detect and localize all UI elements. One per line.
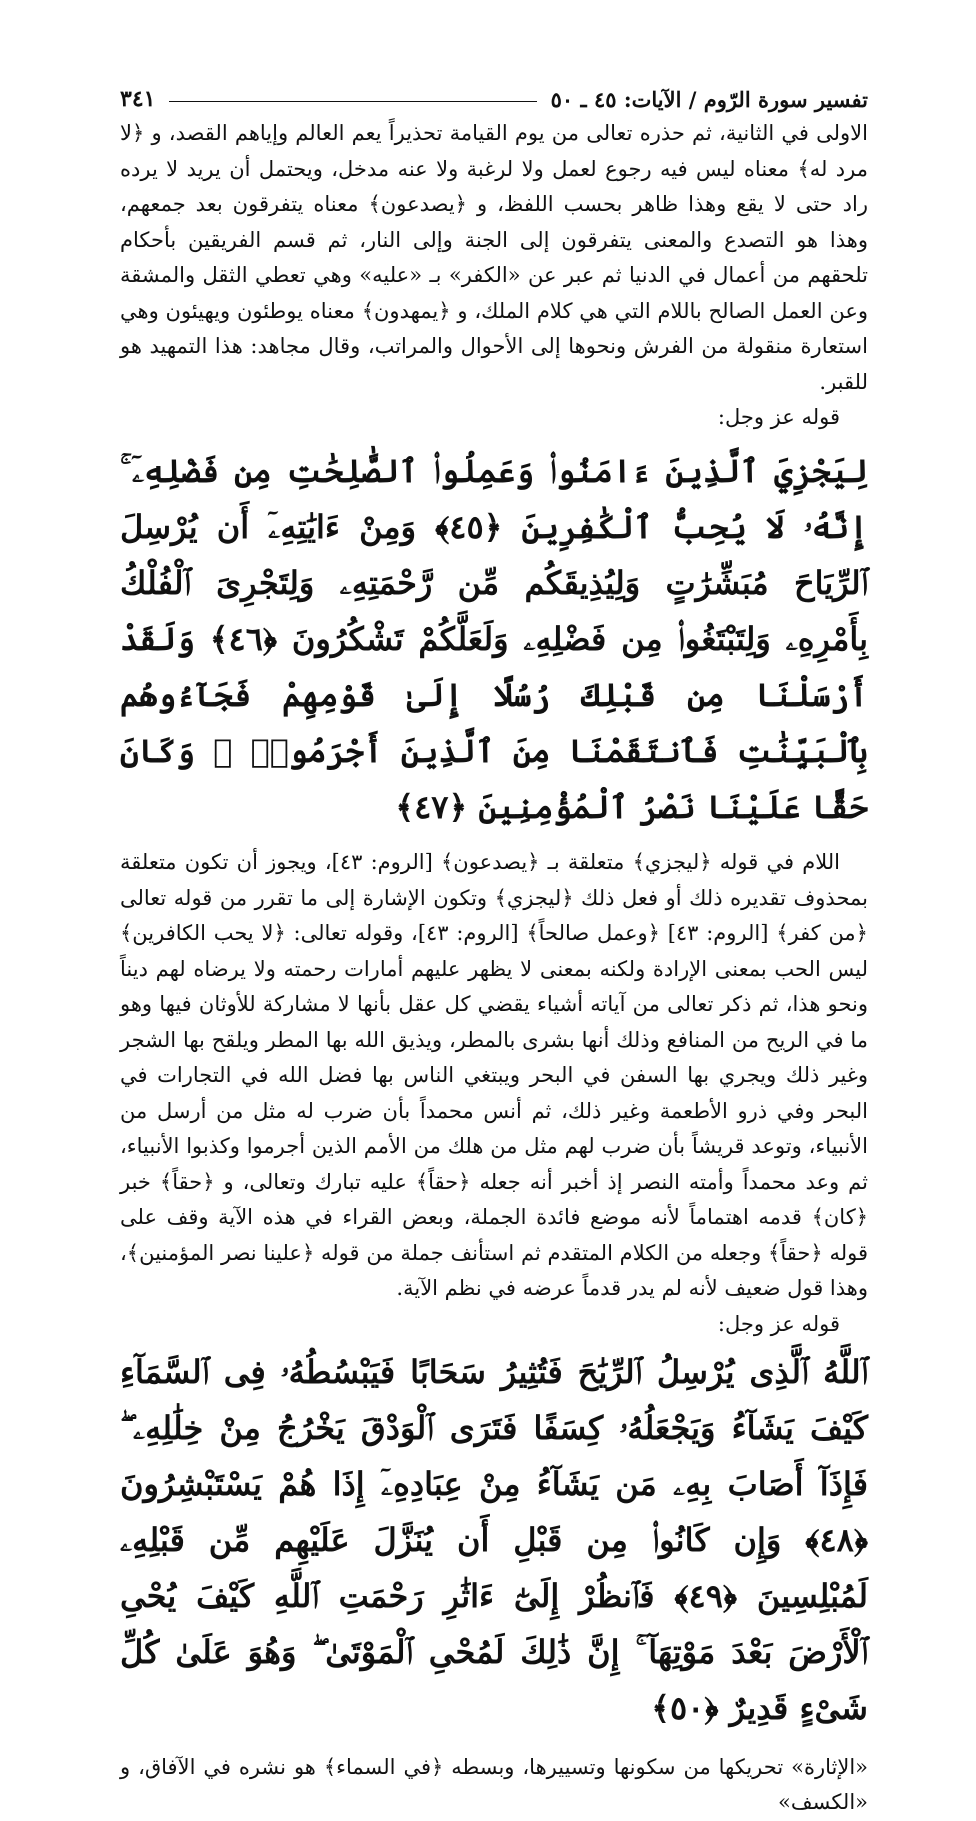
quran-verses-48-50: ٱللَّهُ ٱلَّذِى يُرْسِلُ ٱلرِّيَٰحَ فَتُثِيرُ سَحَابًا فَيَبْسُطُهُۥ فِى ٱلسَّمَآءِ كَيْفَ يَشَآءُ وَيَجْعَلُهُۥ كِسَفًا فَتَرَى ٱلْوَدْقَ يَخْرُجُ مِنْ خِلَٰلِهِۦ ۖ فَإِذَآ أَصَابَ بِهِۦ مَن يَشَآءُ مِنْ عِبَادِهِۦٓ إِذَا هُمْ يَسْتَبْشِرُونَ ﴿٤٨﴾ وَإِن كَانُوا۟ مِن قَبْلِ أَن يُنَزَّلَ عَلَيْهِم مِّن قَبْلِهِۦ لَمُبْلِسِينَ ﴿٤٩﴾ فَٱنظُرْ إِلَىٰٓ ءَاثَٰرِ رَحْمَتِ ٱللَّهِ كَيْفَ يُحْىِ ٱلْأَرْضَ بَعْدَ مَوْتِهَآ ۚ إِنَّ ذَٰلِكَ لَمُحْىِ ٱلْمَوْتَىٰ ۖ وَهُوَ عَلَىٰ كُلِّ شَىْءٍ قَدِيرٌ ﴿٥٠﴾	[120, 1352, 868, 1727]
quran-verses-45-47: لِيَجْزِيَ ٱلَّذِينَ ءَامَنُوا۟ وَعَمِلُوا۟ ٱلصَّٰلِحَٰتِ مِن فَضْلِهِۦٓ ۚ إِنَّهُۥ لَا يُحِبُّ ٱلْكَٰفِرِينَ ﴿٤٥﴾ وَمِنْ ءَايَٰتِهِۦٓ أَن يُرْسِلَ ٱلرِّيَاحَ مُبَشِّرَٰتٍ وَلِيُذِيقَكُم مِّن رَّحْمَتِهِۦ وَلِتَجْرِىَ ٱلْفُلْكُ بِأَمْرِهِۦ وَلِتَبْتَغُوا۟ مِن فَضْلِهِۦ وَلَعَلَّكُمْ تَشْكُرُونَ ﴿٤٦﴾ وَلَقَدْ أَرْسَلْنَا مِن قَبْلِكَ رُسُلًا إِلَىٰ قَوْمِهِمْ فَجَآءُوهُم بِٱلْبَيِّنَٰتِ فَٱنتَقَمْنَا مِنَ ٱلَّذِينَ أَجْرَمُوا۟ ۖ وَكَانَ حَقًّا عَلَيْنَا نَصْرُ ٱلْمُؤْمِنِينَ ﴿٤٧﴾	[120, 452, 869, 826]
page-number: ٣٤١	[120, 86, 156, 112]
running-header	[120, 82, 868, 116]
running-title: تفسير سورة الرّوم / الآيات: ٤٥ ـ ٥٠	[550, 86, 868, 112]
verse-intro-2: قوله عز وجل:	[717, 1311, 840, 1336]
commentary-paragraph-1: الاولى في الثانية، ثم حذره تعالى من يوم القيامة تحذيراً يعم العالم وإياهم القصد، و ﴿لا مرد له﴾ معناه ليس فيه رجوع لعمل ولا لرغبة ولا عنه مدخل، ويحتمل أن يريد لا يرده راد حتى لا يقع وهذا ظاهر بحسب اللفظ، و ﴿يصدعون﴾ معناه يتفرقون بعد جمعهم، وهذا هو التصدع والمعنى يتفرقون إلى الجنة وإلى النار، ثم قسم الفريقين بأحكام تلحقهم من أعمال في الدنيا ثم عبر عن «الكفر» بـ «عليه» وهي تعطي الثقل والمشقة وعن العمل الصالح باللام التي هي كلام الملك، و ﴿يمهدون﴾ معناه يوطئون ويهيئون وهي استعارة منقولة من الفرش ونحوها إلى الأحوال والمراتب، وقال مجاهد: هذا التمهيد هو للقبر.	[120, 121, 868, 394]
commentary-paragraph-2: اللام في قوله ﴿ليجزي﴾ متعلقة بـ ﴿يصدعون﴾ [الروم: ٤٣]، ويجوز أن تكون متعلقة بمحذوف تقديره ذلك أو فعل ذلك ﴿ليجزي﴾ وتكون الإشارة إلى ما تقرر من قوله تعالى ﴿من كفر﴾ [الروم: ٤٣] ﴿وعمل صالحاً﴾ [الروم: ٤٣]، وقوله تعالى: ﴿لا يحب الكافرين﴾ ليس الحب بمعنى الإرادة ولكنه بمعنى لا يظهر عليهم أمارات رحمته ولا يرضاه لهم ديناً ونحو هذا، ثم ذكر تعالى من آياته أشياء يقضي كل عقل بأنها لا مشاركة للأوثان فيها وهو ما في الريح من المنافع وذلك أنها بشرى بالمطر، ويذيق الله بها المطر ويلقح بها الشجر وغير ذلك ويجري بها السفن في البحر ويبتغي الناس بها فضل الله في التجارات في البحر وفي ذرو الأطعمة وغير ذلك، ثم أنس محمداً بأن ضرب له مثل من أرسل من الأنبياء، وتوعد قريشاً بأن ضرب لهم مثل من هلك من الأمم الذين أجرموا وكذبوا الأنبياء، ثم وعد محمداً وأمته النصر إذ أخبر أنه جعله ﴿حقاً﴾ عليه تبارك وتعالى، و ﴿حقاً﴾ خبر ﴿كان﴾ قدمه اهتماماً لأنه موضع فائدة الجملة، وبعض القراء في هذه الآية وقف على قوله ﴿حقاً﴾ وجعله من الكلام المتقدم ثم استأنف جملة من قوله ﴿علينا نصر المؤمنين﴾، وهذا قول ضعيف لأنه لم يدر قدماً عرضه في نظم الآية.	[120, 850, 868, 1300]
commentary-paragraph-3: «الإثارة» تحريكها من سكونها وتسييرها، وبسطه ﴿في السماء﴾ هو نشره في الآفاق، و «الكسف»	[120, 1754, 868, 1814]
verse-intro-1: قوله عز وجل:	[717, 405, 840, 429]
header-rule	[169, 101, 536, 102]
